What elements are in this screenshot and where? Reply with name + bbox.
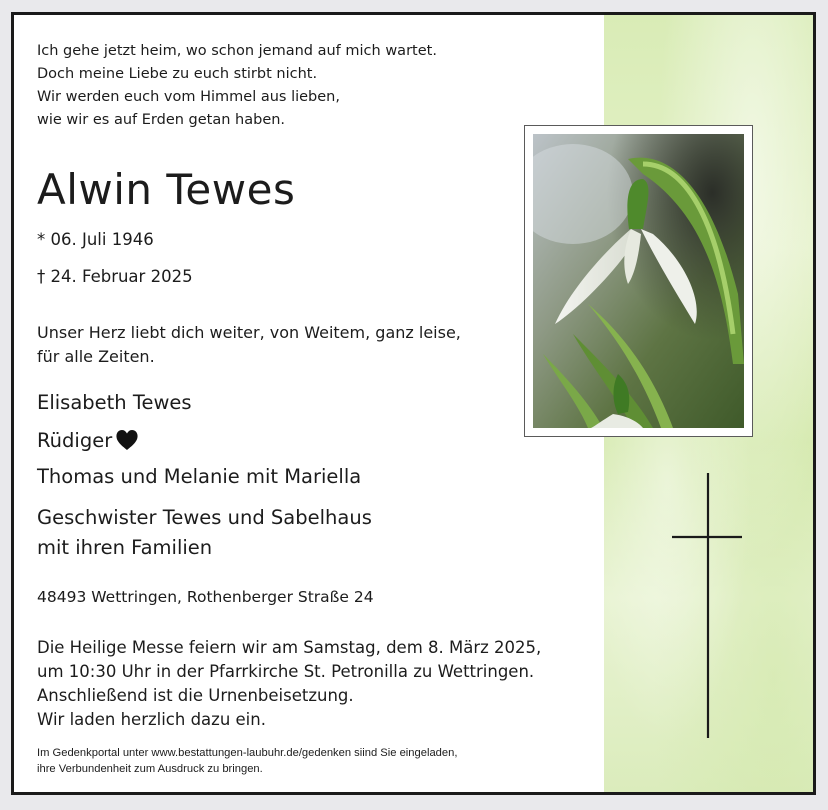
poem-line: Wir werden euch vom Himmel aus lieben, — [37, 89, 340, 105]
mourner: Elisabeth Tewes — [37, 391, 192, 414]
mourner: mit ihren Familien — [37, 536, 213, 559]
snowdrop-photo — [533, 134, 744, 428]
heart-icon — [115, 429, 139, 451]
memorial-portal-note — [37, 745, 457, 777]
saying — [37, 321, 461, 369]
mourner-with-heart — [37, 429, 372, 466]
address: 48493 Wettringen, Rothenberger Straße 24 — [37, 588, 374, 606]
poem-line: Ich gehe jetzt heim, wo schon jemand auf mich wartet. — [37, 43, 437, 59]
service-line: Anschließend ist die Urnenbeisetzung. — [37, 686, 354, 705]
poem — [37, 40, 437, 132]
service-line: Wir laden herzlich dazu ein. — [37, 710, 266, 729]
saying-line: für alle Zeiten. — [37, 347, 155, 366]
mourner: Geschwister Tewes und Sabelhaus — [37, 506, 372, 529]
service-info — [37, 636, 541, 732]
poem-line: Doch meine Liebe zu euch stirbt nicht. — [37, 66, 318, 82]
service-line: um 10:30 Uhr in der Pfarrkirche St. Petronilla zu Wettringen. — [37, 662, 535, 681]
service-line: Die Heilige Messe feiern wir am Samstag, dem 8. März 2025, — [37, 638, 542, 657]
saying-line: Unser Herz liebt dich weiter, von Weitem, ganz leise, — [37, 323, 461, 342]
poem-line: wie wir es auf Erden getan haben. — [37, 112, 286, 128]
mourner-name: Rüdiger — [37, 429, 113, 452]
deceased-name: Alwin Tewes — [37, 165, 296, 214]
portal-line: Im Gedenkportal unter www.bestattungen-laubuhr.de/gedenken siind Sie eingeladen, — [37, 747, 458, 759]
death-date: † 24. Februar 2025 — [37, 267, 193, 286]
cross-icon — [672, 473, 742, 738]
birth-date: * 06. Juli 1946 — [37, 230, 154, 249]
mourner: Thomas und Melanie mit Mariella — [37, 465, 362, 488]
portal-line: ihre Verbundenheit zum Ausdruck zu bringen. — [37, 763, 263, 775]
mourners-list — [37, 392, 372, 563]
photo-frame — [524, 125, 753, 437]
obituary-card — [11, 12, 816, 795]
